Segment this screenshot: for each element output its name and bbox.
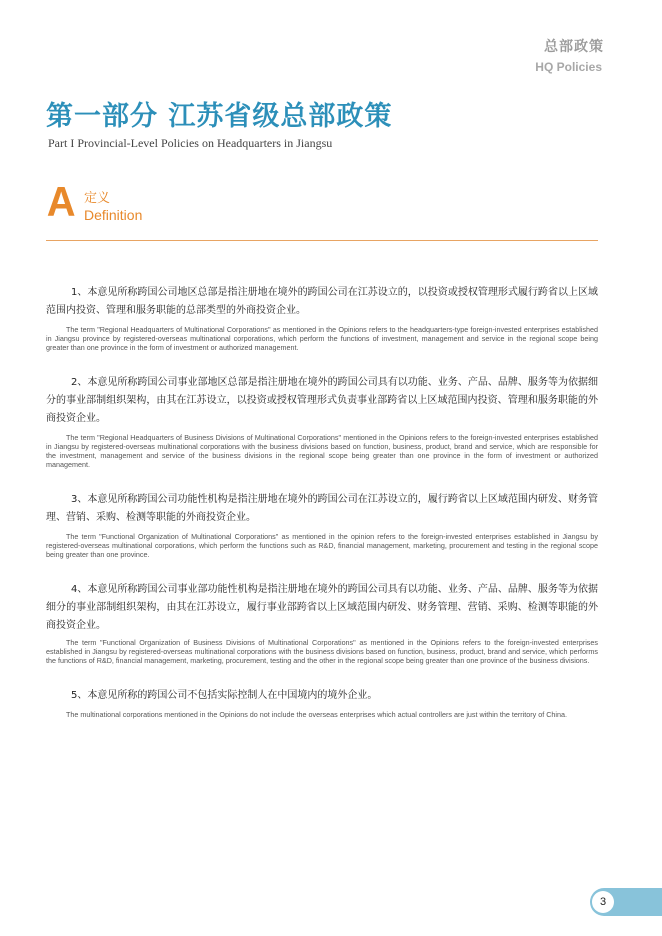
section-letter: A (46, 178, 76, 225)
definition-item-3 (46, 491, 598, 559)
definition-item-4 (46, 581, 598, 665)
header-title-cn: 总部政策 (544, 39, 604, 55)
definition-cn: 1、本意见所称跨国公司地区总部是指注册地在境外的跨国公司在江苏设立的，以投资或授权管理形式履行跨省以上区域范围内投资、管理和服务职能的总部类型的外商投资企业。 (46, 287, 598, 316)
definition-cn: 2、本意见所称跨国公司事业部地区总部是指注册地在境外的跨国公司具有以功能、业务、产品、品牌、服务等为依据细分的事业部制组织架构，由其在江苏设立，以投资或授权管理形式负责事业部跨省以上区域范围内投资、管理和服务职能的外商投资企业。 (46, 377, 598, 424)
definition-en: The term "Functional Organization of Business Divisions of Multinational Corporations" as mentioned in the Opinions refers to the foreign-invested enterprises established in Jiangsu by registered-overseas multinational corporations with the business divisions based on function, business, product, brand and service, which performs the functions of R&D, financial management, marketing, procurement, testing and the other in the regional scope being greater than one province of the business divisions. (46, 638, 598, 665)
definition-list (46, 284, 598, 741)
definition-en: The term "Regional Headquarters of Business Divisions of Multinational Corporations" mentioned in the Opinions refers to the foreign-invested enterprises established in Jiangsu by registered-overseas multinational corporations with the business divisions based on function, business, product, brand and service, which are responsible for the investment, management and service of the business divisions in the regional scope being greater than one province in the form of investment or authorized management. (46, 433, 598, 469)
definition-item-5 (46, 687, 598, 719)
definition-en: The multinational corporations mentioned in the Opinions do not include the overseas enterprises which actual controllers are just within the territory of China. (66, 710, 567, 719)
section-title-en: Definition (84, 207, 143, 223)
definition-en: The term "Functional Organization of Multinational Corporations" as mentioned in the opinion refers to the foreign-invested enterprises established in Jiangsu by registered-overseas multinational corporations, which perform the functions such as R&D, financial management, marketing, procurement and testing in the regional scope being greater than one province. (46, 532, 598, 559)
section-title-cn: 定义 (84, 191, 111, 206)
header-title-en: HQ Policies (535, 60, 602, 74)
definition-cn: 4、本意见所称跨国公司事业部功能性机构是指注册地在境外的跨国公司具有以功能、业务、产品、品牌、服务等为依据细分的事业部制组织架构，由其在江苏设立，履行事业部跨省以上区域范围内研发、财务管理、营销、采购、检测等职能的外商投资企业。 (46, 584, 598, 631)
definition-cn: 3、本意见所称跨国公司功能性机构是指注册地在境外的跨国公司在江苏设立的，履行跨省以上区域范围内研发、财务管理、营销、采购、检测等职能的外商投资企业。 (46, 494, 598, 523)
definition-en: The term "Regional Headquarters of Multinational Corporations" as mentioned in the Opinions refers to the headquarters-type foreign-invested enterprises established in Jiangsu province by registered-overseas multinational corporations, which perform the functions of investment, management and service in the regional scope being greater than one province in the form of investment or authorized management. (46, 325, 598, 352)
part-title-cn: 第一部分 江苏省级总部政策 (46, 101, 393, 132)
page-number: 3 (592, 891, 614, 913)
definition-item-1 (46, 284, 598, 352)
part-title-en: Part I Provincial-Level Policies on Headquarters in Jiangsu (48, 136, 333, 150)
section-divider (46, 240, 598, 241)
definition-cn: 5、本意见所称的跨国公司不包括实际控制人在中国境内的境外企业。 (71, 690, 378, 701)
definition-item-2 (46, 374, 598, 469)
